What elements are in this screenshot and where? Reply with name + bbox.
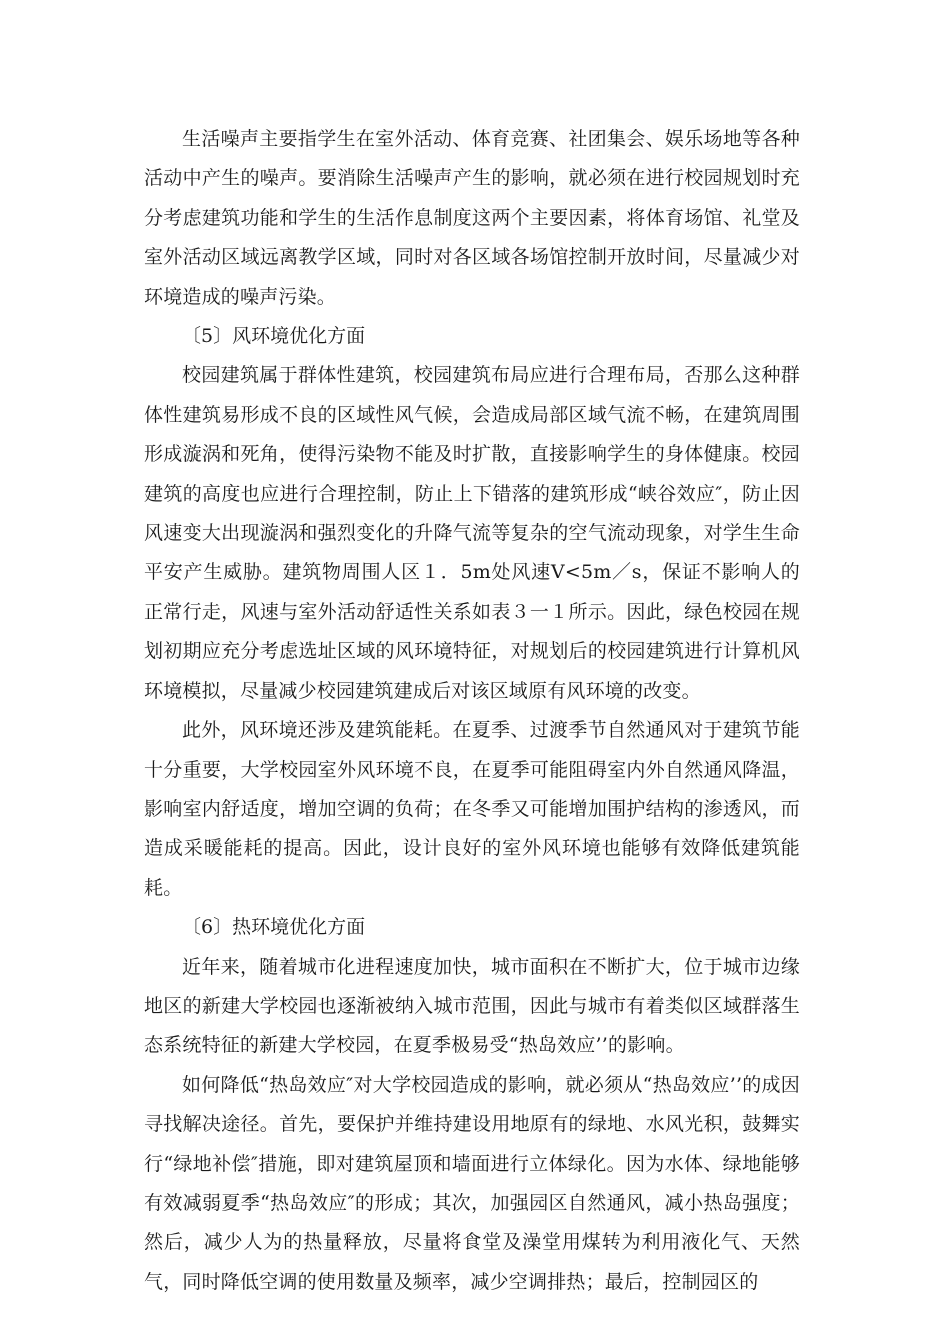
paragraph-energy-consumption: 此外，风环境还涉及建筑能耗。在夏季、过渡季节自然通风对于建筑节能十分重要，大学校园室外风环境不良，在夏季可能阻碍室内外自然通风降温，影响室内舒适度，增加空调的负荷；在冬季又可能增加围护结构的渗透风，而造成采暖能耗的提高。因此，设计良好的室外风环境也能够有效降低建筑能耗。 <box>144 719 800 899</box>
paragraph-campus-layout: 校园建筑属于群体性建筑，校园建筑布局应进行合理布局，否那么这种群体性建筑易形成不良的区域性风气候，会造成局部区域气流不畅，在建筑周围形成漩涡和死角，使得污染物不能及时扩散，直接影响学生的身体健康。校园建筑的高度也应进行合理控制，防止上下错落的建筑形成“峡谷效应″，防止因风速变大出现漩涡和强烈变化的升降气流等复杂的空气流动现象，对学生生命平安产生威胁。建筑物周围人区１．5m处风速V<5m／s，保证不影响人的正常行走，风速与室外活动舒适性关系如表３一１所示。因此，绿色校园在规划初期应充分考虑选址区域的风环境特征，对规划后的校园建筑进行计算机风环境模拟，尽量减少校园建筑建成后对该区域原有风环境的改变。 <box>144 364 800 702</box>
paragraph-living-noise: 生活噪声主要指学生在室外活动、体育竞赛、社团集会、娱乐场地等各种活动中产生的噪声。要消除生活噪声产生的影响，就必须在进行校园规划时充分考虑建筑功能和学生的生活作息制度这两个主要因素，将体育场馆、礼堂及室外活动区域远离教学区域，同时对各区域各场馆控制开放时间，尽量减少对环境造成的噪声污染。 <box>144 128 800 308</box>
paragraph-heat-island: 如何降低“热岛效应″对大学校园造成的影响，就必须从“热岛效应’’的成因寻找解决途径。首先，要保护并维持建设用地原有的绿地、水风光积，鼓舞实行“绿地补偿″措施，即对建筑屋顶和墙面进行立体绿化。因为水体、绿地能够有效减弱夏季“热岛效应″的形成；其次，加强园区自然通风，减小热岛强度；然后，减少人为的热量释放，尽量将食堂及澡堂用煤转为利用液化气、天然气，同时降低空调的使用数量及频率，减少空调排热；最后，控制园区的 <box>144 1073 800 1293</box>
document-page <box>144 120 800 1302</box>
paragraph-urbanization: 近年来，随着城市化进程速度加快，城市面积在不断扩大，位于城市边缘地区的新建大学校园也逐渐被纳入城市范围，因此与城市有着类似区域群落生态系统特征的新建大学校园，在夏季极易受“热岛效应’’的影响。 <box>144 955 800 1057</box>
section-heading-wind-environment: 〔5〕风环境优化方面 <box>182 325 366 348</box>
section-heading-thermal-environment: 〔6〕热环境优化方面 <box>182 916 366 939</box>
